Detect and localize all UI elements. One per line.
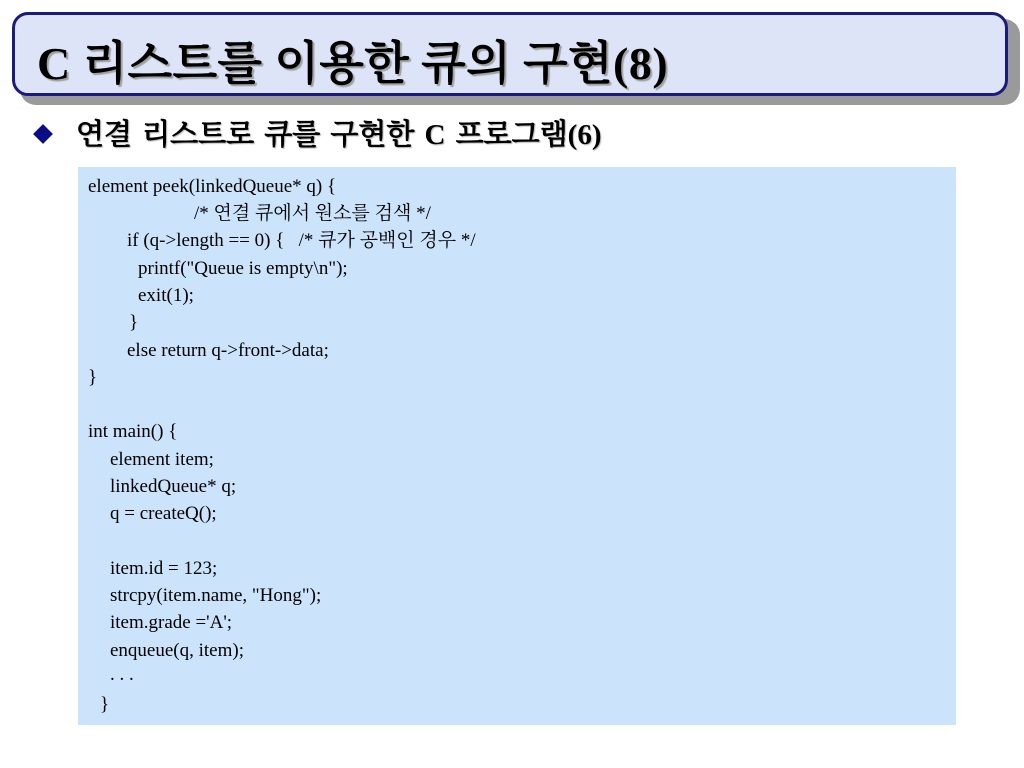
slide-title-number: (8) xyxy=(613,38,669,89)
code-line: linkedQueue* q; xyxy=(110,476,237,497)
code-line: enqueue(q, item); xyxy=(110,640,245,661)
subtitle-text-2: 프로그램 xyxy=(445,117,568,151)
slide-subtitle xyxy=(76,112,601,153)
code-line: } xyxy=(88,367,98,388)
code-line: element peek(linkedQueue* q) { xyxy=(88,176,337,197)
code-line: } xyxy=(129,312,139,333)
code-line: int main() { xyxy=(88,421,178,442)
slide-title-text: C 리스트를 이용한 큐의 구현 xyxy=(37,38,614,89)
code-block xyxy=(78,167,956,725)
slide-title xyxy=(37,27,668,93)
title-banner xyxy=(12,12,1008,96)
subtitle-text: 연결 리스트로 큐를 구현한 xyxy=(76,117,425,151)
diamond-bullet-icon xyxy=(33,124,53,144)
code-line: strcpy(item.name, "Hong"); xyxy=(110,585,322,606)
code-line: element item; xyxy=(110,449,214,470)
code-line: /* 연결 큐에서 원소를 검색 */ xyxy=(194,203,431,224)
code-line: printf("Queue is empty\n"); xyxy=(138,258,348,279)
code-line: item.grade ='A'; xyxy=(110,612,233,633)
code-line: } xyxy=(100,694,110,715)
code-line: if (q->length == 0) { /* 큐가 공백인 경우 */ xyxy=(127,230,476,251)
code-line: else return q->front->data; xyxy=(127,340,329,361)
code-line: . . . xyxy=(110,664,134,685)
code-line: q = createQ(); xyxy=(110,503,217,524)
subtitle-number: (6) xyxy=(567,119,602,151)
code-line: exit(1); xyxy=(138,285,194,306)
code-line: item.id = 123; xyxy=(110,558,218,579)
subtitle-c: C xyxy=(424,119,446,151)
